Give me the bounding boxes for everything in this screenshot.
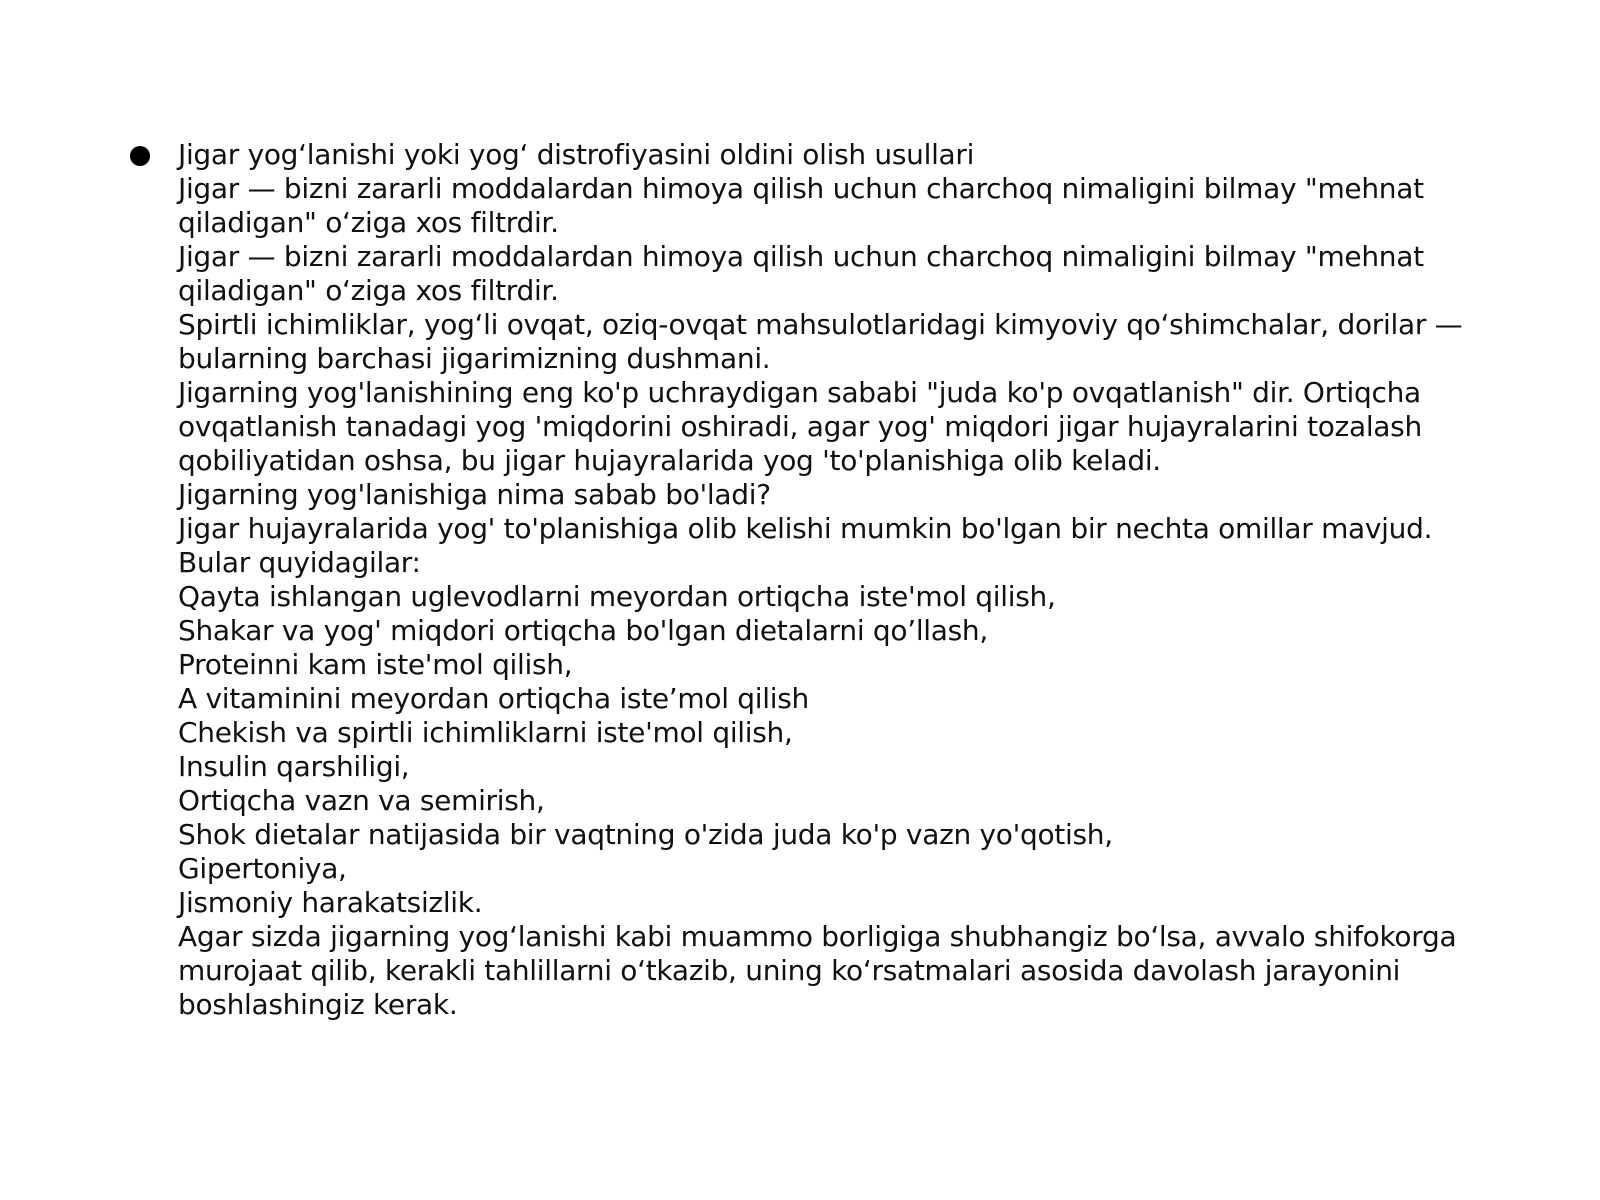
list-item: Chekish va spirtli ichimliklarni iste'mol qilish,	[178, 716, 793, 749]
list-item: Shok dietalar natijasida bir vaqtning o'zida juda ko'p vazn yo'qotish,	[178, 818, 1113, 851]
bullet-point	[130, 146, 150, 166]
list-item: A vitaminini meyordan ortiqcha iste’mol qilish	[178, 682, 809, 715]
text-line: Agar sizda jigarning yog‘lanishi kabi muammo borligiga shubhangiz bo‘lsa, avvalo shifokorga murojaat qilib, kerakli tahlillarni o‘tkazib, uning ko‘rsatmalari asosida davolash jarayonini boshlashingiz kerak.	[178, 920, 1465, 1021]
list-item: Qayta ishlangan uglevodlarni meyordan ortiqcha iste'mol qilish,	[178, 580, 1056, 613]
bullet-text-block	[178, 138, 1478, 1022]
slide-title-line: Jigar yog‘lanishi yoki yog‘ distrofiyasini oldini olish usullari	[178, 138, 975, 171]
text-line: Jigar — bizni zararli moddalardan himoya qilish uchun charchoq nimaligini bilmay "mehnat qiladigan" o‘ziga xos filtrdir.	[178, 172, 1433, 239]
list-item: Insulin qarshiligi,	[178, 750, 410, 783]
text-line: Jigarning yog'lanishiga nima sabab bo'ladi?	[178, 478, 771, 511]
text-line: Jigar — bizni zararli moddalardan himoya qilish uchun charchoq nimaligini bilmay "mehnat qiladigan" o‘ziga xos filtrdir.	[178, 240, 1433, 307]
text-line: Jigar hujayralarida yog' to'planishiga olib kelishi mumkin bo'lgan bir nechta omillar mavjud. Bular quyidagilar:	[178, 512, 1441, 579]
list-item: Shakar va yog' miqdori ortiqcha bo'lgan dietalarni qo’llash,	[178, 614, 988, 647]
list-item: Jismoniy harakatsizlik.	[178, 886, 483, 919]
list-item: Gipertoniya,	[178, 852, 347, 885]
text-line: Jigarning yog'lanishining eng ko'p uchraydigan sababi "juda ko'p ovqatlanish" dir. Ortiqcha ovqatlanish tanadagi yog 'miqdorini oshiradi, agar yog' miqdori jigar hujayralarini tozalash qobiliyatidan oshsa, bu jigar hujayralarida yog 'to'planishiga olib keladi.	[178, 376, 1431, 477]
list-item: Proteinni kam iste'mol qilish,	[178, 648, 573, 681]
list-item: Ortiqcha vazn va semirish,	[178, 784, 545, 817]
text-line: Spirtli ichimliklar, yog‘li ovqat, oziq-ovqat mahsulotlaridagi kimyoviy qo‘shimchalar, dorilar — bularning barchasi jigarimizning dushmani.	[178, 308, 1471, 375]
